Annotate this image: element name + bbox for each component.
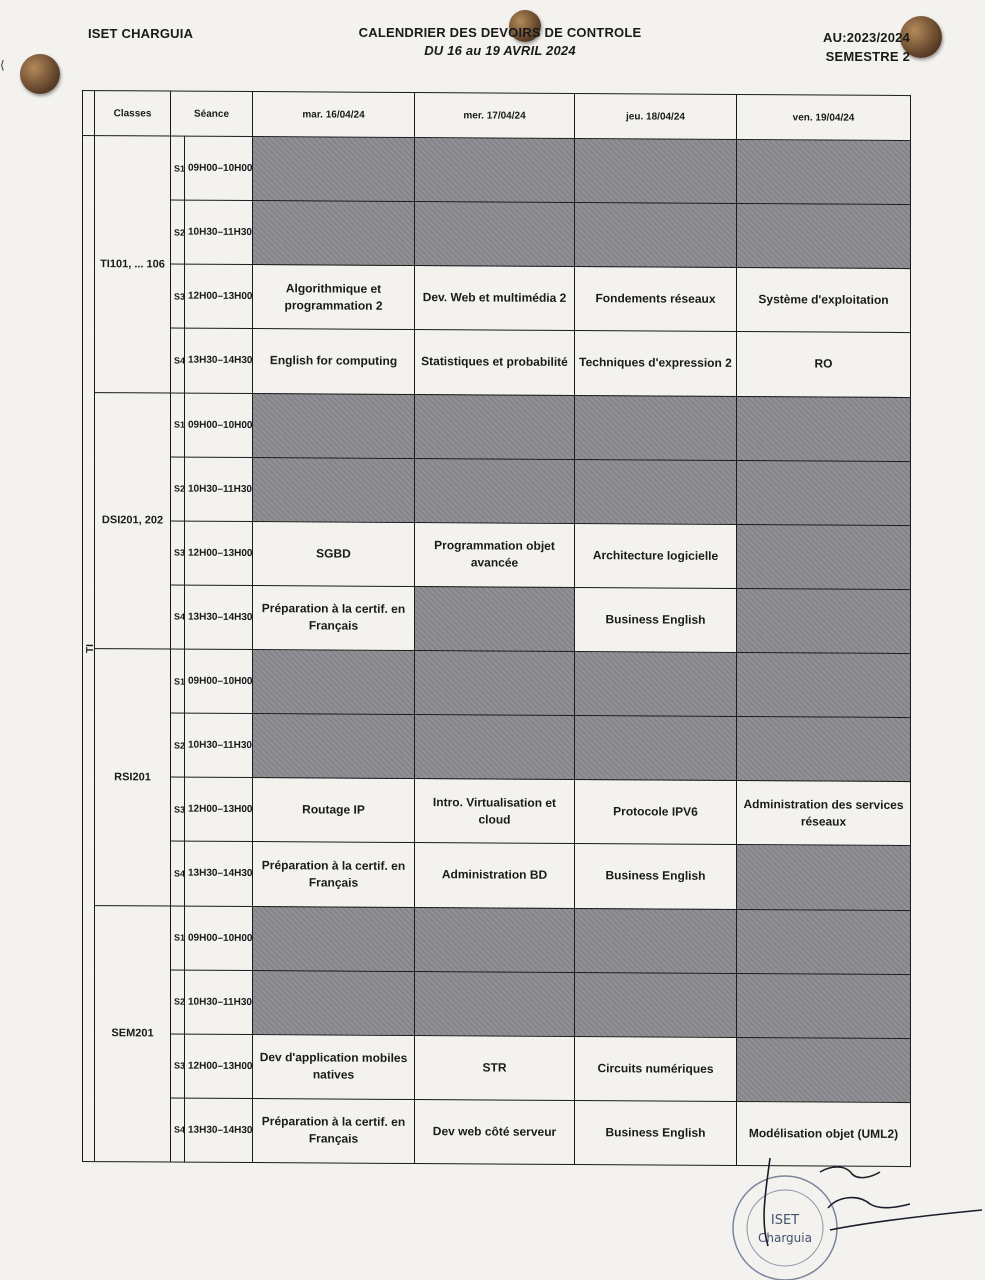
table-row	[83, 328, 911, 397]
exam-subject-cell: SGBD	[253, 521, 415, 586]
exam-subject-cell: STR	[415, 1035, 575, 1100]
stamp-line-2: Charguia	[758, 1231, 812, 1245]
class-group-cell: SEM201	[95, 905, 171, 1162]
exam-subject-cell: Architecture logicielle	[575, 523, 737, 588]
empty-shaded-cell	[737, 845, 911, 910]
session-time: 10H30–11H30	[185, 457, 253, 522]
empty-shaded-cell	[737, 652, 911, 717]
exam-subject-cell: Administration des services réseaux	[737, 781, 911, 846]
exam-subject-cell: Programmation objet avancée	[415, 522, 575, 587]
session-time: 12H00–13H00	[185, 521, 253, 586]
exam-subject-cell: Business English	[575, 587, 737, 652]
session-id: S2	[171, 713, 185, 777]
empty-shaded-cell	[575, 139, 737, 204]
empty-shaded-cell	[415, 907, 575, 972]
empty-shaded-cell	[737, 396, 911, 461]
table-row	[83, 1033, 911, 1102]
period-line: DU 16 au 19 AVRIL 2024	[424, 43, 576, 58]
document-title	[340, 24, 660, 60]
session-time: 13H30–14H30	[185, 1098, 253, 1163]
empty-shaded-cell	[575, 395, 737, 460]
pushpin-left-icon	[20, 54, 60, 94]
exam-subject-cell: Techniques d'expression 2	[575, 331, 737, 396]
exam-subject-cell: Dev. Web et multimédia 2	[415, 266, 575, 331]
table-row	[83, 649, 911, 718]
class-group-cell: RSI201	[95, 649, 171, 906]
session-time: 10H30–11H30	[185, 713, 253, 778]
exam-subject-cell: Administration BD	[415, 843, 575, 908]
session-id: S1	[171, 649, 185, 713]
empty-shaded-cell	[737, 460, 911, 525]
col-header-classes: Classes	[95, 91, 171, 136]
stamp-and-signature	[720, 1150, 985, 1280]
empty-shaded-cell	[575, 459, 737, 524]
session-time: 13H30–14H30	[185, 842, 253, 907]
session-id: S2	[171, 457, 185, 521]
col-header-day: mar. 16/04/24	[253, 92, 415, 138]
table-row	[83, 456, 911, 525]
exam-subject-cell: Intro. Virtualisation et cloud	[415, 779, 575, 844]
exam-subject-cell: Fondements réseaux	[575, 267, 737, 332]
session-time: 09H00–10H00	[185, 906, 253, 971]
session-id: S4	[171, 1098, 185, 1162]
table-row	[83, 713, 911, 782]
session-id: S3	[171, 1034, 185, 1098]
empty-shaded-cell	[253, 650, 415, 715]
empty-shaded-cell	[415, 586, 575, 651]
table-row	[83, 392, 911, 461]
semester: SEMESTRE 2	[825, 49, 910, 64]
empty-shaded-cell	[415, 971, 575, 1036]
empty-shaded-cell	[415, 651, 575, 716]
empty-shaded-cell	[737, 973, 911, 1038]
exam-subject-cell: Algorithmique et programmation 2	[253, 265, 415, 330]
title-line: CALENDRIER DES DEVOIRS DE CONTROLE	[358, 25, 642, 40]
empty-shaded-cell	[253, 714, 415, 779]
class-group-cell: DSI201, 202	[95, 392, 171, 649]
exam-schedule-table	[82, 90, 911, 1167]
session-time: 12H00–13H00	[185, 264, 253, 329]
empty-shaded-cell	[253, 457, 415, 522]
session-id: S3	[171, 777, 185, 841]
col-header-day: jeu. 18/04/24	[575, 94, 737, 140]
empty-shaded-cell	[737, 204, 911, 269]
session-id: S4	[171, 585, 185, 649]
exam-subject-cell: Circuits numériques	[575, 1036, 737, 1101]
col-header-seance: Séance	[171, 91, 253, 137]
empty-shaded-cell	[415, 458, 575, 523]
exam-subject-cell: Dev d'application mobiles natives	[253, 1034, 415, 1099]
exam-subject-cell: Préparation à la certif. en Français	[253, 585, 415, 650]
session-id: S1	[171, 136, 185, 200]
exam-subject-cell: Modélisation objet (UML2)	[737, 1101, 911, 1166]
table-row	[83, 264, 911, 333]
empty-shaded-cell	[575, 908, 737, 973]
empty-shaded-cell	[415, 138, 575, 203]
table-row	[83, 200, 911, 269]
session-time: 13H30–14H30	[185, 329, 253, 394]
empty-shaded-cell	[253, 906, 415, 971]
session-id: S1	[171, 393, 185, 457]
exam-subject-cell: Business English	[575, 844, 737, 909]
empty-shaded-cell	[253, 137, 415, 202]
empty-shaded-cell	[415, 202, 575, 267]
session-time: 12H00–13H00	[185, 777, 253, 842]
session-id: S4	[171, 841, 185, 905]
session-time: 09H00–10H00	[185, 136, 253, 201]
department-cell	[83, 136, 95, 1162]
exam-subject-cell: Préparation à la certif. en Français	[253, 1098, 415, 1163]
table-row	[83, 905, 911, 974]
session-id: S2	[171, 200, 185, 264]
session-id: S3	[171, 264, 185, 328]
stamp-line-1: ISET	[770, 1213, 800, 1228]
department-label: TI	[84, 644, 96, 654]
session-id: S3	[171, 521, 185, 585]
empty-shaded-cell	[253, 393, 415, 458]
table-row	[83, 841, 911, 910]
class-group-cell: TI101, ... 106	[95, 136, 171, 393]
empty-shaded-cell	[575, 972, 737, 1037]
session-time: 09H00–10H00	[185, 649, 253, 714]
exam-subject-cell: Protocole IPV6	[575, 780, 737, 845]
academic-year: AU:2023/2024	[823, 30, 910, 45]
col-header-day: mer. 17/04/24	[415, 93, 575, 139]
session-id: S2	[171, 970, 185, 1034]
exam-subject-cell: Système d'exploitation	[737, 268, 911, 333]
exam-subject-cell: Routage IP	[253, 778, 415, 843]
empty-shaded-cell	[575, 652, 737, 717]
table-row	[83, 777, 911, 846]
exam-subject-cell: English for computing	[253, 329, 415, 394]
table-row	[83, 969, 911, 1038]
exam-subject-cell: Statistiques et probabilité	[415, 330, 575, 395]
col-header-day: ven. 19/04/24	[737, 94, 911, 140]
corner-cell	[83, 91, 95, 136]
empty-shaded-cell	[575, 203, 737, 268]
empty-shaded-cell	[253, 970, 415, 1035]
paper-edge-mark: ⟨	[0, 58, 5, 72]
empty-shaded-cell	[737, 139, 911, 204]
empty-shaded-cell	[415, 394, 575, 459]
exam-subject-cell: RO	[737, 332, 911, 397]
table-row	[83, 136, 911, 205]
header-row	[83, 91, 911, 141]
empty-shaded-cell	[737, 909, 911, 974]
exam-subject-cell: Business English	[575, 1100, 737, 1165]
table-row	[83, 584, 911, 653]
year-semester	[800, 28, 910, 66]
session-time: 10H30–11H30	[185, 970, 253, 1035]
empty-shaded-cell	[737, 1037, 911, 1102]
session-time: 12H00–13H00	[185, 1034, 253, 1099]
session-time: 10H30–11H30	[185, 200, 253, 265]
session-time: 13H30–14H30	[185, 585, 253, 650]
empty-shaded-cell	[737, 524, 911, 589]
session-time: 09H00–10H00	[185, 393, 253, 458]
session-id: S1	[171, 906, 185, 970]
school-name: ISET CHARGUIA	[88, 26, 194, 41]
empty-shaded-cell	[737, 588, 911, 653]
table-row	[83, 520, 911, 589]
exam-subject-cell: Dev web côté serveur	[415, 1099, 575, 1164]
empty-shaded-cell	[575, 716, 737, 781]
empty-shaded-cell	[737, 717, 911, 782]
session-id: S4	[171, 328, 185, 392]
empty-shaded-cell	[415, 715, 575, 780]
exam-subject-cell: Préparation à la certif. en Français	[253, 842, 415, 907]
empty-shaded-cell	[253, 201, 415, 266]
